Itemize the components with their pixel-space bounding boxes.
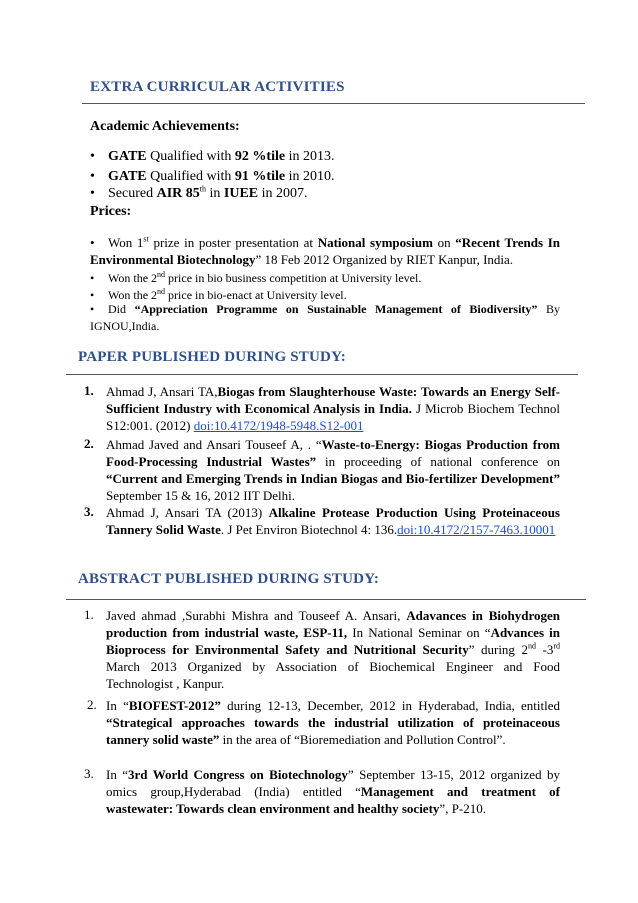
section-title-abstracts: ABSTRACT PUBLISHED DURING STUDY: <box>78 571 380 587</box>
list-item: Javed ahmad ,Surabhi Mishra and Touseef A. Ansari, Adavances in Biohydrogen production from industrial waste, ESP-11, In National Seminar on “Advances in Bioprocess for Environmental Safety and Nutritional Security” during 2nd -3rd March 2013 Organized by Association of Biochemical Engineer and Food Technologist , Kanpur. <box>106 608 560 691</box>
list-number: 3. <box>84 766 94 781</box>
list-item: In “3rd World Congress on Biotechnology” September 13-15, 2012 organized by omics group,Hyderabad (India) entitled “Management and treatment of wastewater: Towards clean environment and healthy society”, P-210. <box>106 767 560 816</box>
list-number: 2. <box>84 436 94 451</box>
list-number: 2. <box>87 697 97 712</box>
list-item: Ahmad J, Ansari TA (2013) Alkaline Protease Production Using Proteinaceous Tannery Solid Waste. J Pet Environ Biotechnol 4: 136.doi:10.4172/2157-7463.10001 <box>106 505 560 537</box>
list-item: Ahmad Javed and Ansari Touseef A, . “Waste-to-Energy: Biogas Production from Food-Processing Industrial Wastes” in proceeding of national conference on “Current and Emerging Trends in Indian Biogas and Bio-fertilizer Development” September 15 & 16, 2012 IIT Delhi. <box>106 437 561 503</box>
list-number: 3. <box>84 504 94 519</box>
divider <box>82 103 585 104</box>
list-item: • Did “Appreciation Programme on Sustainable Management of Biodiversity” By IGNOU,India. <box>90 302 560 333</box>
divider <box>66 374 578 375</box>
list-item: • GATE Qualified with 92 %tile in 2013. <box>90 149 335 164</box>
academic-heading: Academic Achievements: <box>90 119 240 134</box>
doi-link[interactable]: doi:10.4172/2157-7463.10001 <box>397 522 556 537</box>
list-item: • Won the 2nd price in bio business competition at University level. <box>90 270 422 285</box>
divider <box>66 599 586 600</box>
doi-link[interactable]: doi:10.4172/1948-5948.S12-001 <box>193 418 364 433</box>
list-number: 1. <box>84 383 94 398</box>
list-number: 1. <box>84 607 94 622</box>
list-item: • Won the 2nd price in bio-enact at University level. <box>90 287 347 302</box>
list-item: • Won 1st prize in poster presentation at National symposium on “Recent Trends In Environmental Biotechnology” 18 Feb 2012 Organized by RIET Kanpur, India. <box>90 234 561 267</box>
list-item: • GATE Qualified with 91 %tile in 2010. <box>90 169 335 184</box>
list-item: Ahmad J, Ansari TA,Biogas from Slaughterhouse Waste: Towards an Energy Self- Sufficient Industry with Economical Analysis in India. J Microb Biochem Technol S12:001. (2012) doi:10.4172/1948-5948.S12-001 <box>106 384 560 433</box>
prizes-heading: Prices: <box>90 204 132 219</box>
list-item: • Secured AIR 85th in IUEE in 2007. <box>90 184 308 201</box>
section-title-extra-curricular: EXTRA CURRICULAR ACTIVITIES <box>90 79 345 95</box>
list-item: In “BIOFEST-2012” during 12-13, December, 2012 in Hyderabad, India, entitled “Strategical approaches towards the industrial utilization of proteinaceous tannery solid waste” in the area of “Bioremediation and Pollution Control”. <box>106 698 560 747</box>
section-title-papers: PAPER PUBLISHED DURING STUDY: <box>78 349 346 365</box>
